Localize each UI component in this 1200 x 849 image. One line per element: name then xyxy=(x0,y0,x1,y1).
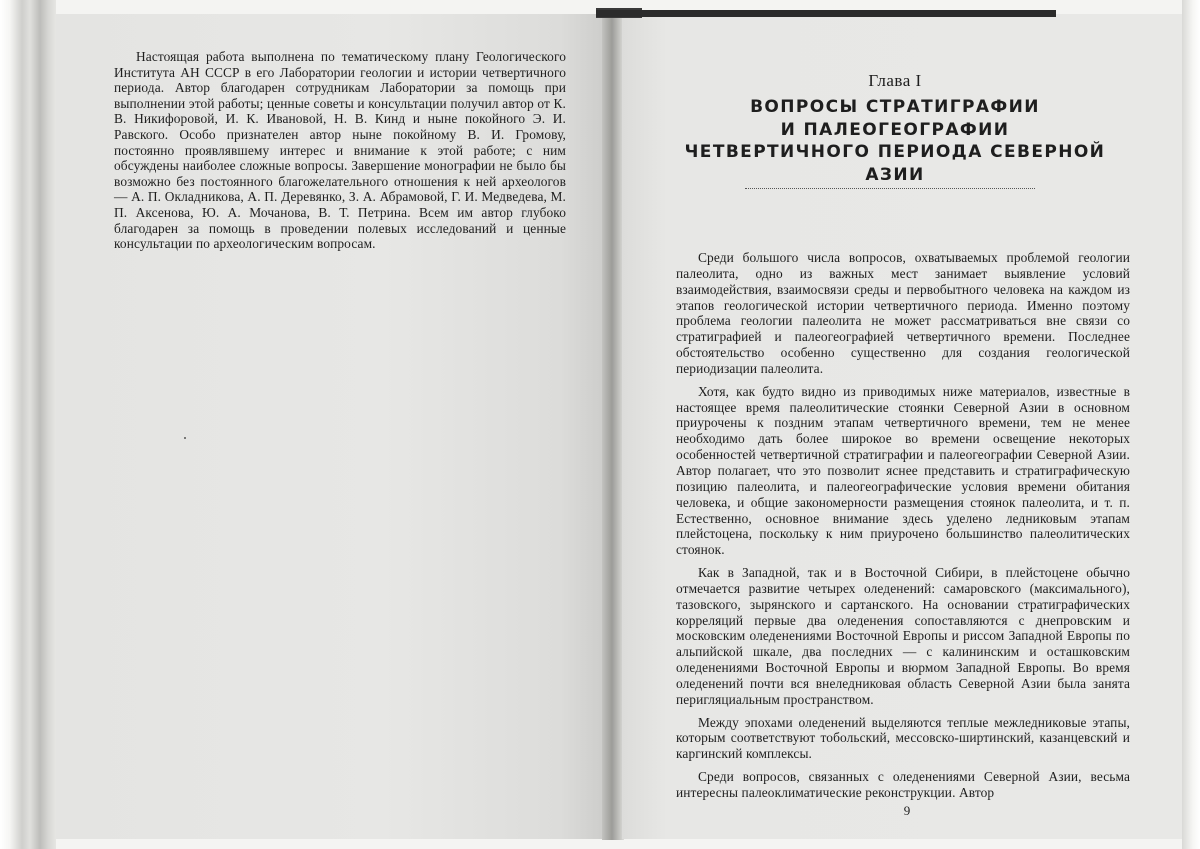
left-page-edge xyxy=(0,0,56,849)
chapter-title-line: ВОПРОСЫ СТРАТИГРАФИИ xyxy=(750,97,1040,117)
body-paragraph: Как в Западной, так и в Восточной Сибири, в плейстоцене обычно отмечается развитие четырех оледенений: самаровского (максимального), тазовского, зырянского и сартанского. На основании стратиграфических корреляций первые два оледенения сопоставляются с днепровским и московским оледенениями Восточной Европы и риссом Западной Европы по альпийской шкале, два последних — с калининским и осташковским оледенениями Восточной Европы и вюрмом Западной Европы. Во время оледенений почти вся внеледниковая область Северной Азии была занята перигляциальным пространством. xyxy=(676,565,1130,707)
dotted-divider xyxy=(745,188,1035,189)
body-paragraph: Хотя, как будто видно из приводимых ниже материалов, известные в настоящее время палеолитические стоянки Северной Азии в основном приурочены к поздним этапам четвертичного времени, тем не менее необходимо дать более широкое во времени освещение некоторых особенностей четвертичной стратиграфии и палеогеографии Северной Азии. Автор полагает, что это позволит яснее представить и стратиграфическую позицию палеолита, и палеогеографические условия времени обитания человека, и общие закономерности размещения стоянок палеолита, и т. п. Естественно, основное внимание здесь уделено ледниковым этапам плейстоцена, поскольку к ним приурочено большинство палеолитических стоянок. xyxy=(676,383,1130,558)
body-paragraph: Среди вопросов, связанных с оледенениями Северной Азии, весьма интересны палеоклиматические реконструкции. Автор xyxy=(676,769,1130,800)
chapter-label: Глава I xyxy=(868,71,922,90)
body-paragraph: Между эпохами оледенений выделяются теплые межледниковые этапы, которым соответствуют тобольский, мессовско-ширтинский, казанцевский и каргинский комплексы. xyxy=(676,714,1130,762)
page-speck xyxy=(184,437,186,439)
page-number: 9 xyxy=(903,803,911,818)
chapter-body xyxy=(676,250,1130,808)
right-page-edge xyxy=(1182,0,1200,849)
chapter-title-line: И ПАЛЕОГЕОГРАФИИ xyxy=(780,119,1010,140)
acknowledgements-paragraph: Настоящая работа выполнена по тематическому плану Геологического Института АН СССР в его Лаборатории геологии и истории четвертичного периода. Автор благодарен сотрудникам Лаборатории за помощь при выполнении этой работы; ценные советы и консультации получил автор от К. В. Никифоровой, И. К. Ивановой, Н. В. Кинд и ныне покойного Э. И. Равского. Особо признателен автор ныне покойному В. И. Громову, постоянно проявлявшему интерес и внимание к этой работе; с ним обсуждены наиболее сложные вопросы. Завершение монографии не было бы возможно без постоянного благожелательного отношения к ней археологов — А. П. Окладникова, А. П. Деревянко, З. А. Абрамовой, Г. И. Медведева, М. П. Аксенова, Ю. А. Мочанова, В. Т. Петрина. Всем им автор глубоко благодарен за помощь в проведении полевых исследований и ценные консультации по археологическим вопросам. xyxy=(114,49,566,252)
body-paragraph: Среди большого числа вопросов, охватываемых проблемой геологии палеолита, одно из важных мест занимает выявление условий взаимодействия, взаимосвязи среды и первобытного человека на каждом из этапов геологической истории четвертичного периода. Именно поэтому проблема геологии палеолита не может рассматриваться вне связи со стратиграфией и палеогеографией четвертичного времени. Последнее обстоятельство особенно существенно для создания геологической периодизации палеолита. xyxy=(676,250,1130,376)
chapter-title xyxy=(662,96,1128,186)
book-gutter xyxy=(602,10,624,840)
binding-strip xyxy=(596,10,1056,17)
chapter-title-line: ЧЕТВЕРТИЧНОГО ПЕРИОДА СЕВЕРНОЙ АЗИИ xyxy=(684,142,1106,185)
